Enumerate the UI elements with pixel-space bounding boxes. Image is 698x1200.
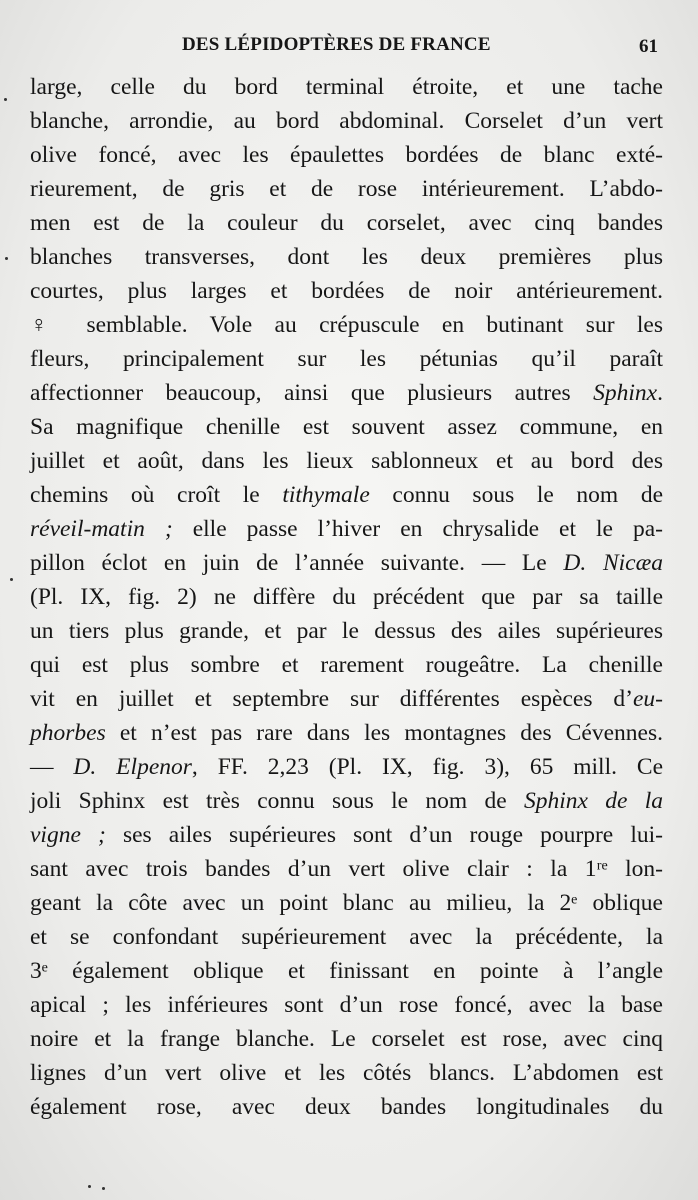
text-line (30, 648, 663, 682)
text-line (30, 716, 663, 750)
text-line (30, 1022, 663, 1056)
text-line (30, 512, 663, 546)
text-run: pillon éclot en juin de l’année suivante. — Le (30, 550, 564, 576)
text-run: courtes, plus larges et bordées de noir antérieurement. (30, 278, 663, 304)
text-run: men est de la couleur du corselet, avec cinq bandes (30, 210, 663, 236)
text-run: connu sous le nom de (369, 482, 663, 508)
text-run: chemins où croît le (30, 482, 283, 508)
page-number: 61 (639, 36, 658, 57)
paper-speck (4, 98, 7, 101)
text-run: juillet et août, dans les lieux sablonneux et au bord des (30, 448, 663, 474)
text-run: vit en juillet et septembre sur différentes espèces d’ (30, 686, 633, 712)
text-run: noire et la frange blanche. Le corselet est rose, avec cinq (30, 1026, 663, 1052)
text-run: blanche, arrondie, au bord abdominal. Corselet d’un vert (30, 108, 663, 134)
text-line (30, 920, 663, 954)
text-run: Sa magnifique chenille est souvent assez commune, en (30, 414, 663, 440)
italic-run: eu- (632, 686, 663, 712)
text-line (30, 954, 663, 988)
text-line (30, 750, 663, 784)
text-run: olive foncé, avec les épaulettes bordées de blanc exté- (30, 142, 663, 168)
italic-run: vigne ; (30, 822, 106, 848)
text-run: large, celle du bord terminal étroite, et une tache (30, 74, 663, 100)
text-line (30, 478, 663, 512)
text-line (30, 376, 663, 410)
text-run: fleurs, principalement sur les pétunias qu’il paraît (30, 346, 663, 372)
text-line (30, 138, 663, 172)
text-line (30, 1090, 663, 1124)
body-text (30, 70, 663, 1124)
text-run: blanches transverses, dont les deux premières plus (30, 244, 663, 270)
text-run: affectionner beaucoup, ainsi que plusieurs autres (30, 380, 594, 406)
text-run: elle passe l’hiver en chrysalide et le pa- (172, 516, 663, 542)
text-run: lignes d’un vert olive et les côtés blancs. L’abdomen est (30, 1060, 663, 1086)
text-line (30, 206, 663, 240)
text-run: ♀ semblable. Vole au crépuscule en butinant sur les (30, 312, 663, 338)
text-line (30, 240, 663, 274)
text-line (30, 580, 663, 614)
text-run: apical ; les inférieures sont d’un rose foncé, avec la base (30, 992, 663, 1018)
paper-speck (102, 1187, 105, 1190)
text-line (30, 886, 663, 920)
text-run: . (657, 380, 663, 406)
text-line (30, 274, 663, 308)
text-run: sant avec trois bandes d’un vert olive clair : la 1ʳᵉ lon- (30, 856, 663, 882)
text-line (30, 104, 663, 138)
italic-run: D. Elpenor (73, 754, 192, 780)
text-run: (Pl. IX, fig. 2) ne diffère du précédent que par sa taille (30, 584, 663, 610)
italic-run: réveil-matin ; (30, 516, 173, 542)
text-line (30, 682, 663, 716)
text-run: joli Sphinx est très connu sous le nom de (30, 788, 524, 814)
text-run: un tiers plus grande, et par le dessus des ailes supérieures (30, 618, 663, 644)
text-line (30, 410, 663, 444)
text-run: et se confondant supérieurement avec la précédente, la (30, 924, 663, 950)
italic-run: tithymale (282, 482, 370, 508)
text-line (30, 988, 663, 1022)
text-run: et n’est pas rare dans les montagnes des Cévennes. (105, 720, 663, 746)
text-line (30, 852, 663, 886)
text-run: qui est plus sombre et rarement rougeâtre. La chenille (30, 652, 663, 678)
text-line (30, 342, 663, 376)
paper-speck (10, 578, 13, 581)
text-line (30, 70, 663, 104)
text-run: ses ailes supérieures sont d’un rouge pourpre lui- (105, 822, 663, 848)
text-run: également rose, avec deux bandes longitudinales du (30, 1094, 663, 1120)
text-line (30, 614, 663, 648)
text-run: , FF. 2,23 (Pl. IX, fig. 3), 65 mill. Ce (191, 754, 664, 780)
text-line (30, 546, 663, 580)
text-line (30, 784, 663, 818)
page-header (0, 34, 698, 60)
text-line (30, 308, 663, 342)
text-run: rieurement, de gris et de rose intérieurement. L’abdo- (30, 176, 663, 202)
italic-run: Sphinx de la (523, 788, 663, 814)
italic-run: D. Nicæa (563, 550, 663, 576)
text-line (30, 1056, 663, 1090)
text-run: 3ᵉ également oblique et finissant en pointe à l’angle (30, 958, 663, 984)
text-run: geant la côte avec un point blanc au milieu, la 2ᵉ oblique (30, 890, 663, 916)
text-line (30, 444, 663, 478)
text-run: — (30, 754, 74, 780)
running-title: DES LÉPIDOPTÈRES DE FRANCE (182, 34, 491, 55)
paper-speck (88, 1185, 91, 1188)
italic-run: phorbes (30, 720, 106, 746)
paper-speck (5, 257, 8, 260)
text-line (30, 818, 663, 852)
italic-run: Sphinx (593, 380, 658, 406)
text-line (30, 172, 663, 206)
